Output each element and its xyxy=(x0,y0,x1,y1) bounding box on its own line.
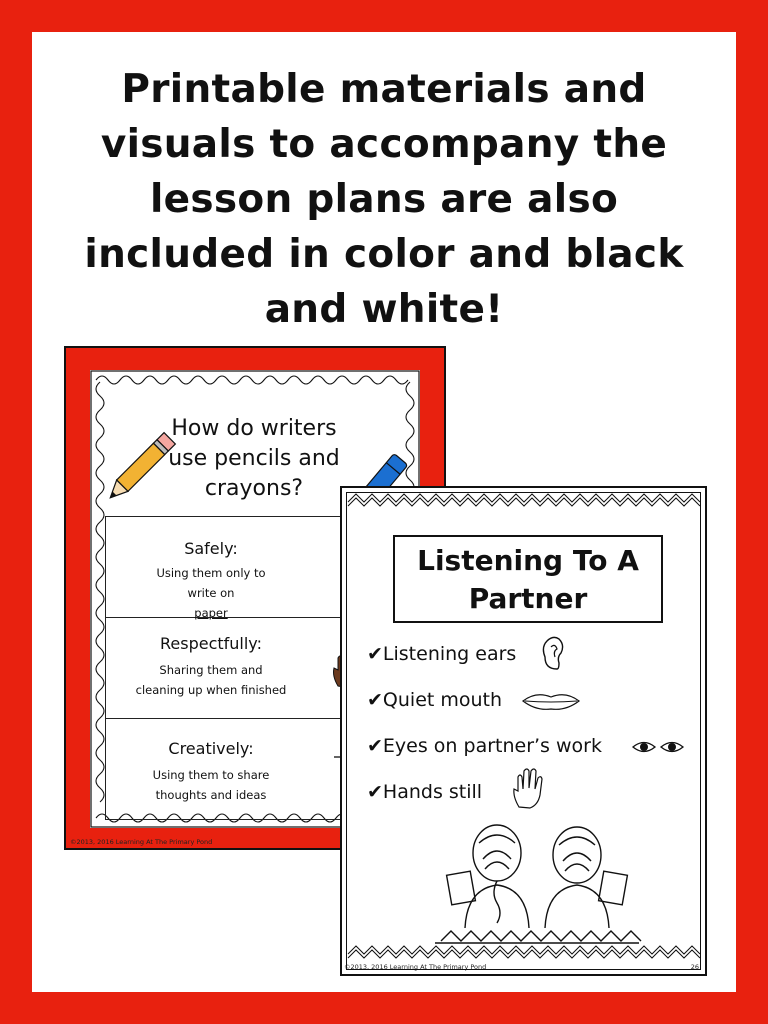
children-reading-icon xyxy=(427,823,647,953)
desc-line: cleaning up when finished xyxy=(135,683,287,697)
page-number: 26 xyxy=(690,963,699,971)
row-heading: Respectfully: xyxy=(159,634,262,653)
headline-line: visuals to accompany the xyxy=(100,122,668,167)
row-description xyxy=(106,660,316,700)
copyright-text: ©2013, 2016 Learning At The Primary Pond xyxy=(70,838,213,846)
headline-line: lesson plans are also xyxy=(149,177,619,222)
copyright-text: ©2013, 2016 Learning At The Primary Pond xyxy=(344,963,487,971)
paper-word: paper xyxy=(194,606,228,620)
checklist-item: ✔Hands still xyxy=(367,781,483,803)
row-heading: Safely: xyxy=(184,539,238,558)
title-line: Listening To A xyxy=(417,544,639,577)
desc-line: thoughts and ideas xyxy=(155,788,267,802)
headline-line: Printable materials and xyxy=(121,67,647,112)
title-line: crayons? xyxy=(204,476,304,501)
headline xyxy=(40,62,728,337)
bw-poster-inner xyxy=(346,492,701,970)
eyes-icon xyxy=(631,737,687,757)
desc-line: Using them only to xyxy=(156,566,266,580)
row-description xyxy=(106,765,316,805)
headline-line: included in color and black xyxy=(84,232,684,277)
checklist-item: ✔Quiet mouth xyxy=(367,689,503,711)
pencil-icon xyxy=(100,428,180,508)
row-heading: Creatively: xyxy=(168,739,254,758)
lips-icon xyxy=(521,689,581,713)
desc-line: Sharing them and xyxy=(159,663,263,677)
desc-text: write on xyxy=(187,586,235,600)
title-line: use pencils and xyxy=(168,446,340,471)
checklist-item: ✔Eyes on partner’s work xyxy=(367,735,602,757)
row-description xyxy=(106,563,316,623)
bw-poster-title xyxy=(393,535,663,623)
title-line: Partner xyxy=(468,582,588,615)
bw-poster xyxy=(340,486,707,976)
checklist-item: ✔Listening ears xyxy=(367,643,517,665)
title-line: How do writers xyxy=(171,416,337,441)
ear-icon xyxy=(537,633,567,673)
headline-line: and white! xyxy=(264,287,504,332)
hand-outline-icon xyxy=(509,765,545,809)
desc-line xyxy=(106,583,316,623)
desc-line: Using them to share xyxy=(152,768,270,782)
